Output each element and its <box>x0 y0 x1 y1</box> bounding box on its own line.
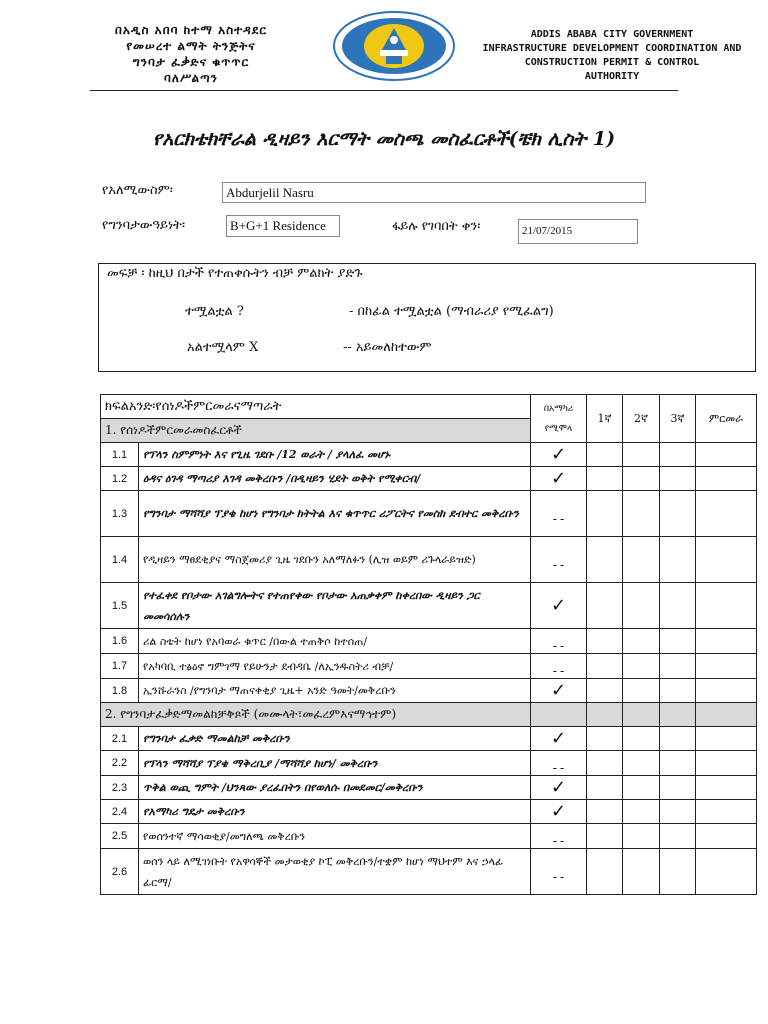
third-review-cell[interactable] <box>660 751 696 776</box>
checkmark-icon[interactable]: ✓ <box>531 776 587 800</box>
third-review-cell[interactable] <box>660 654 696 679</box>
item-number: 2.4 <box>101 800 139 824</box>
remarks-cell[interactable] <box>696 629 757 654</box>
item-description: የተፈቀደ የቦታው አገልግሎትና የተጠየቀው የቦታው አጠቃቀም ከቀረበው ዲዛይን ጋር መመሳሰሉን <box>139 583 531 629</box>
item-description: የግንባታ ፈቃድ ማመልከቻ መቅረቡን <box>139 727 531 751</box>
second-review-cell[interactable] <box>623 679 660 703</box>
not-applicable-mark[interactable]: -- <box>531 751 587 776</box>
applicant-label: የአለሚውስም፡ <box>102 183 173 198</box>
section-1-body <box>101 443 757 703</box>
table-row <box>101 491 757 537</box>
amharic-line: የመሠረተ ልማት ትንጅትና <box>126 39 256 53</box>
second-review-header: 2ኛ <box>623 395 660 443</box>
item-description: ኢንሹራንስ /የግንባታ ማጠናቀቂያ ጊዜ+ አንድ ዓመት/መቅረቡን <box>139 679 531 703</box>
instructions-box <box>98 263 756 372</box>
first-review-header: 1ኛ <box>587 395 623 443</box>
section-row <box>101 703 757 727</box>
amharic-line: በአዲስ አበባ ከተማ አስተዳደር <box>115 23 267 37</box>
file-date-label: ፋይሉ የገባበት ቀን፡ <box>392 219 481 234</box>
first-review-cell[interactable] <box>587 629 623 654</box>
third-review-cell[interactable] <box>660 679 696 703</box>
table-header-row <box>101 395 757 419</box>
remarks-cell[interactable] <box>696 583 757 629</box>
item-description: ጥቅል ወጪ ግምት /ህንጻው ያረፈበትን በየወለሱ በመደመር/መቅረቡን <box>139 776 531 800</box>
section-2-fill <box>531 703 587 727</box>
section-2-fill <box>660 703 696 727</box>
english-line: ADDIS ABABA CITY GOVERNMENT <box>530 29 694 40</box>
item-number: 1.4 <box>101 537 139 583</box>
legend-not-applicable: -- አይመለከተውም <box>343 340 432 355</box>
section-2-fill <box>623 703 660 727</box>
remarks-header: ምርመራ <box>696 395 757 443</box>
remarks-cell[interactable] <box>696 800 757 824</box>
checkmark-icon[interactable]: ✓ <box>531 467 587 491</box>
second-review-cell[interactable] <box>623 849 660 895</box>
header-divider <box>90 90 678 91</box>
table-row <box>101 751 757 776</box>
not-applicable-mark[interactable]: -- <box>531 537 587 583</box>
remarks-cell[interactable] <box>696 824 757 849</box>
second-review-cell[interactable] <box>623 654 660 679</box>
amharic-line: ግንባታ ፈቃድና ቁጥጥር <box>132 55 250 69</box>
second-review-cell[interactable] <box>623 751 660 776</box>
item-number: 2.2 <box>101 751 139 776</box>
table-row <box>101 467 757 491</box>
third-review-cell[interactable] <box>660 443 696 467</box>
third-review-cell[interactable] <box>660 467 696 491</box>
table-row <box>101 679 757 703</box>
legend-met: ተሟልቷል ? <box>185 304 244 319</box>
city-emblem-icon <box>332 10 456 82</box>
second-review-cell[interactable] <box>623 800 660 824</box>
third-review-cell[interactable] <box>660 824 696 849</box>
not-applicable-mark[interactable]: -- <box>531 629 587 654</box>
table-row <box>101 629 757 654</box>
second-review-cell[interactable] <box>623 776 660 800</box>
first-review-cell[interactable] <box>587 537 623 583</box>
item-description: ወሰን ላይ ለሚገነቡት የአዋሳኞች መታወቂያ ኮፒ መቅረቡን/ተቋም ከሆነ ማህተም እና ኃላፊ ፊርማ/ <box>139 849 531 895</box>
english-line: CONSTRUCTION PERMIT & CONTROL <box>524 57 700 68</box>
second-review-cell[interactable] <box>623 824 660 849</box>
checkmark-icon[interactable]: ✓ <box>531 800 587 824</box>
item-number: 1.1 <box>101 443 139 467</box>
checkmark-icon[interactable]: ✓ <box>531 679 587 703</box>
third-review-cell[interactable] <box>660 727 696 751</box>
instructions-heading: መፍቻ ፡ ከዚህ በታች የተጠቀሱትን ብቻ ምልክት ያድጉ <box>107 266 363 281</box>
second-review-cell[interactable] <box>623 727 660 751</box>
item-number: 1.6 <box>101 629 139 654</box>
consultant-column-header <box>531 395 587 443</box>
second-review-cell[interactable] <box>623 467 660 491</box>
remarks-cell[interactable] <box>696 776 757 800</box>
item-number: 1.3 <box>101 491 139 537</box>
file-date-field[interactable]: 21/07/2015 <box>518 219 638 244</box>
item-number: 2.1 <box>101 727 139 751</box>
section-2-fill <box>696 703 757 727</box>
building-type-label: የግንባታውዓይነት፡ <box>102 218 186 233</box>
table-row <box>101 443 757 467</box>
checkmark-icon[interactable]: ✓ <box>531 727 587 751</box>
item-description: የአካባቢ ተፅዕኖ ግምገማ የይሁንታ ደብዳቤ /ለኢንዱስትሪ ብቻ/ <box>139 654 531 679</box>
amharic-authority-name <box>60 22 322 86</box>
consultant-header-line: በአማካሪ <box>543 403 574 414</box>
table-row <box>101 727 757 751</box>
item-number: 2.5 <box>101 824 139 849</box>
item-number: 1.2 <box>101 467 139 491</box>
item-description: ሪል ስቴት ከሆነ የአባወራ ቁጥር /በውል ተጠቅሶ ከተሰጠ/ <box>139 629 531 654</box>
second-review-cell[interactable] <box>623 443 660 467</box>
remarks-cell[interactable] <box>696 491 757 537</box>
second-review-cell[interactable] <box>623 537 660 583</box>
item-description: የአማካሪ ግዴታ መቅረቡን <box>139 800 531 824</box>
first-review-cell[interactable] <box>587 583 623 629</box>
first-review-cell[interactable] <box>587 824 623 849</box>
remarks-cell[interactable] <box>696 679 757 703</box>
third-review-cell[interactable] <box>660 800 696 824</box>
third-review-cell[interactable] <box>660 491 696 537</box>
remarks-cell[interactable] <box>696 467 757 491</box>
first-review-cell[interactable] <box>587 654 623 679</box>
third-review-cell[interactable] <box>660 537 696 583</box>
checklist-title: ክፍልአንድ፡የሰነዶችምርመራናማጣራት <box>101 395 531 419</box>
first-review-cell[interactable] <box>587 800 623 824</box>
remarks-cell[interactable] <box>696 849 757 895</box>
table-row <box>101 824 757 849</box>
item-description: የግንባታ ማሻሻያ ፕያቄ ከሆነ የግንባታ ክትትል እና ቁጥጥር ሪፖርትና የመስክ ደብተር መቅረቡን <box>139 491 531 537</box>
remarks-cell[interactable] <box>696 537 757 583</box>
checkmark-icon[interactable]: ✓ <box>531 583 587 629</box>
checkmark-icon[interactable]: ✓ <box>531 443 587 467</box>
first-review-cell[interactable] <box>587 751 623 776</box>
third-review-cell[interactable] <box>660 776 696 800</box>
item-number: 2.6 <box>101 849 139 895</box>
table-row <box>101 654 757 679</box>
first-review-cell[interactable] <box>587 443 623 467</box>
first-review-cell[interactable] <box>587 776 623 800</box>
not-applicable-mark[interactable]: -- <box>531 491 587 537</box>
section-2-title: 2. የግንባታፈቃድማመልከቻቅጾች (መሙላት፣መፈረምእናማኅተም) <box>101 703 531 727</box>
item-description: የፕላን ስምምነት እና የጊዜ ገደቡ /12 ወራት / ያላለፈ መሆኑ <box>139 443 531 467</box>
english-line: INFRASTRUCTURE DEVELOPMENT COORDINATION AND <box>482 43 742 54</box>
item-description: የዲዛይን ማፀደቂያና ማስጀመሪያ ጊዜ ገደቡን አለማለፉን (ሊዝ ወይም ሪጉላራይዝድ) <box>139 537 531 583</box>
table-row <box>101 776 757 800</box>
remarks-cell[interactable] <box>696 654 757 679</box>
table-row <box>101 583 757 629</box>
section-2-body <box>101 727 757 895</box>
first-review-cell[interactable] <box>587 727 623 751</box>
first-review-cell[interactable] <box>587 849 623 895</box>
remarks-cell[interactable] <box>696 443 757 467</box>
section-2-fill <box>587 703 623 727</box>
item-number: 2.3 <box>101 776 139 800</box>
legend-partial: - በከፊል ተሟልቷል (ማብራሪያ የሚፈልግ) <box>349 304 554 319</box>
first-review-cell[interactable] <box>587 679 623 703</box>
third-review-header: 3ኛ <box>660 395 696 443</box>
amharic-line: ባለሥልጣን <box>164 71 218 85</box>
remarks-cell[interactable] <box>696 727 757 751</box>
table-row <box>101 800 757 824</box>
item-description: የፕላን ማሻሻያ ፕያቄ ማቅረቢያ /ማሻሻያ ከሆነ/ መቅረቡን <box>139 751 531 776</box>
second-review-cell[interactable] <box>623 629 660 654</box>
page-title: የአርክቴክቸራል ዲዛይን እርማት መስጫ መስፈርቶች(ቼክ ሊስት 1) <box>152 128 616 150</box>
item-number: 1.5 <box>101 583 139 629</box>
third-review-cell[interactable] <box>660 629 696 654</box>
applicant-name-field[interactable]: Abdurjelil Nasru <box>222 182 646 203</box>
section-1-title: 1. የሰነዶችምርመራመስፈርቶች <box>101 419 531 443</box>
third-review-cell[interactable] <box>660 583 696 629</box>
second-review-cell[interactable] <box>623 583 660 629</box>
third-review-cell[interactable] <box>660 849 696 895</box>
not-applicable-mark[interactable]: -- <box>531 654 587 679</box>
consultant-header-line: የሚሞላ <box>544 423 573 434</box>
first-review-cell[interactable] <box>587 467 623 491</box>
item-number: 1.7 <box>101 654 139 679</box>
table-row <box>101 849 757 895</box>
checklist-table <box>100 394 757 895</box>
remarks-cell[interactable] <box>696 751 757 776</box>
not-applicable-mark[interactable]: -- <box>531 824 587 849</box>
item-description: የወሰንተኛ ማሳወቂያ/መግለጫ መቅረቡን <box>139 824 531 849</box>
second-review-cell[interactable] <box>623 491 660 537</box>
not-applicable-mark[interactable]: -- <box>531 849 587 895</box>
legend-not-met: አልተሟላም X <box>187 340 259 355</box>
building-type-field[interactable]: B+G+1 Residence <box>226 215 340 237</box>
item-number: 1.8 <box>101 679 139 703</box>
english-authority-name <box>462 28 762 84</box>
english-line: AUTHORITY <box>584 71 640 82</box>
first-review-cell[interactable] <box>587 491 623 537</box>
item-description: ዕዳና ዕገዳ ማጣሪያ እገዳ መቅረቡን /በዲዛይን ሂደት ወቅት የሚቀርብ/ <box>139 467 531 491</box>
table-row <box>101 537 757 583</box>
